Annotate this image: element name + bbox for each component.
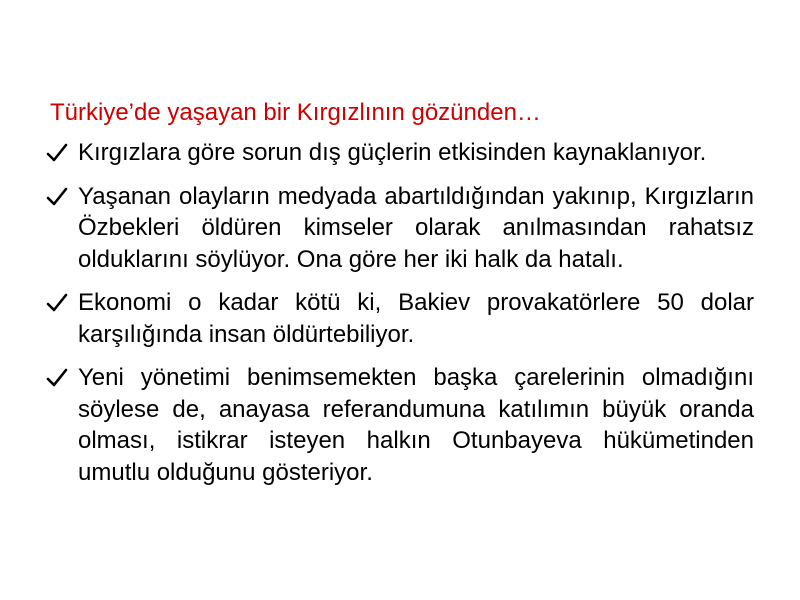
- bullet-item: [44, 137, 754, 169]
- bullet-item: [44, 362, 754, 488]
- bullet-text: Ekonomi o kadar kötü ki, Bakiev provakatörlere 50 dolar karşılığında insan öldürtebiliyor.: [78, 289, 754, 348]
- bullet-text: Yeni yönetimi benimsemekten başka çarelerinin olmadığını söylese de, anayasa referandumuna katılımın büyük oranda olması, istikrar isteyen halkın Otunbayeva hükümetinden umutlu olduğunu gösteriyor.: [78, 364, 754, 486]
- slide-heading: Türkiye’de yaşayan bir Kırgızlının gözünden…: [50, 99, 541, 126]
- bullet-text: Yaşanan olayların medyada abartıldığından yakınıp, Kırgızların Özbekleri öldüren kimseler olarak anılmasından rahatsız olduklarını söylüyor. Ona göre her iki halk da hatalı.: [78, 182, 754, 273]
- check-icon: [46, 142, 68, 164]
- check-icon: [46, 186, 68, 208]
- bullet-item: [44, 181, 754, 276]
- bullet-text: Kırgızlara göre sorun dış güçlerin etkisinden kaynaklanıyor.: [78, 139, 707, 166]
- check-icon: [46, 367, 68, 389]
- bullet-list: [44, 137, 754, 500]
- check-icon: [46, 292, 68, 314]
- bullet-item: [44, 287, 754, 350]
